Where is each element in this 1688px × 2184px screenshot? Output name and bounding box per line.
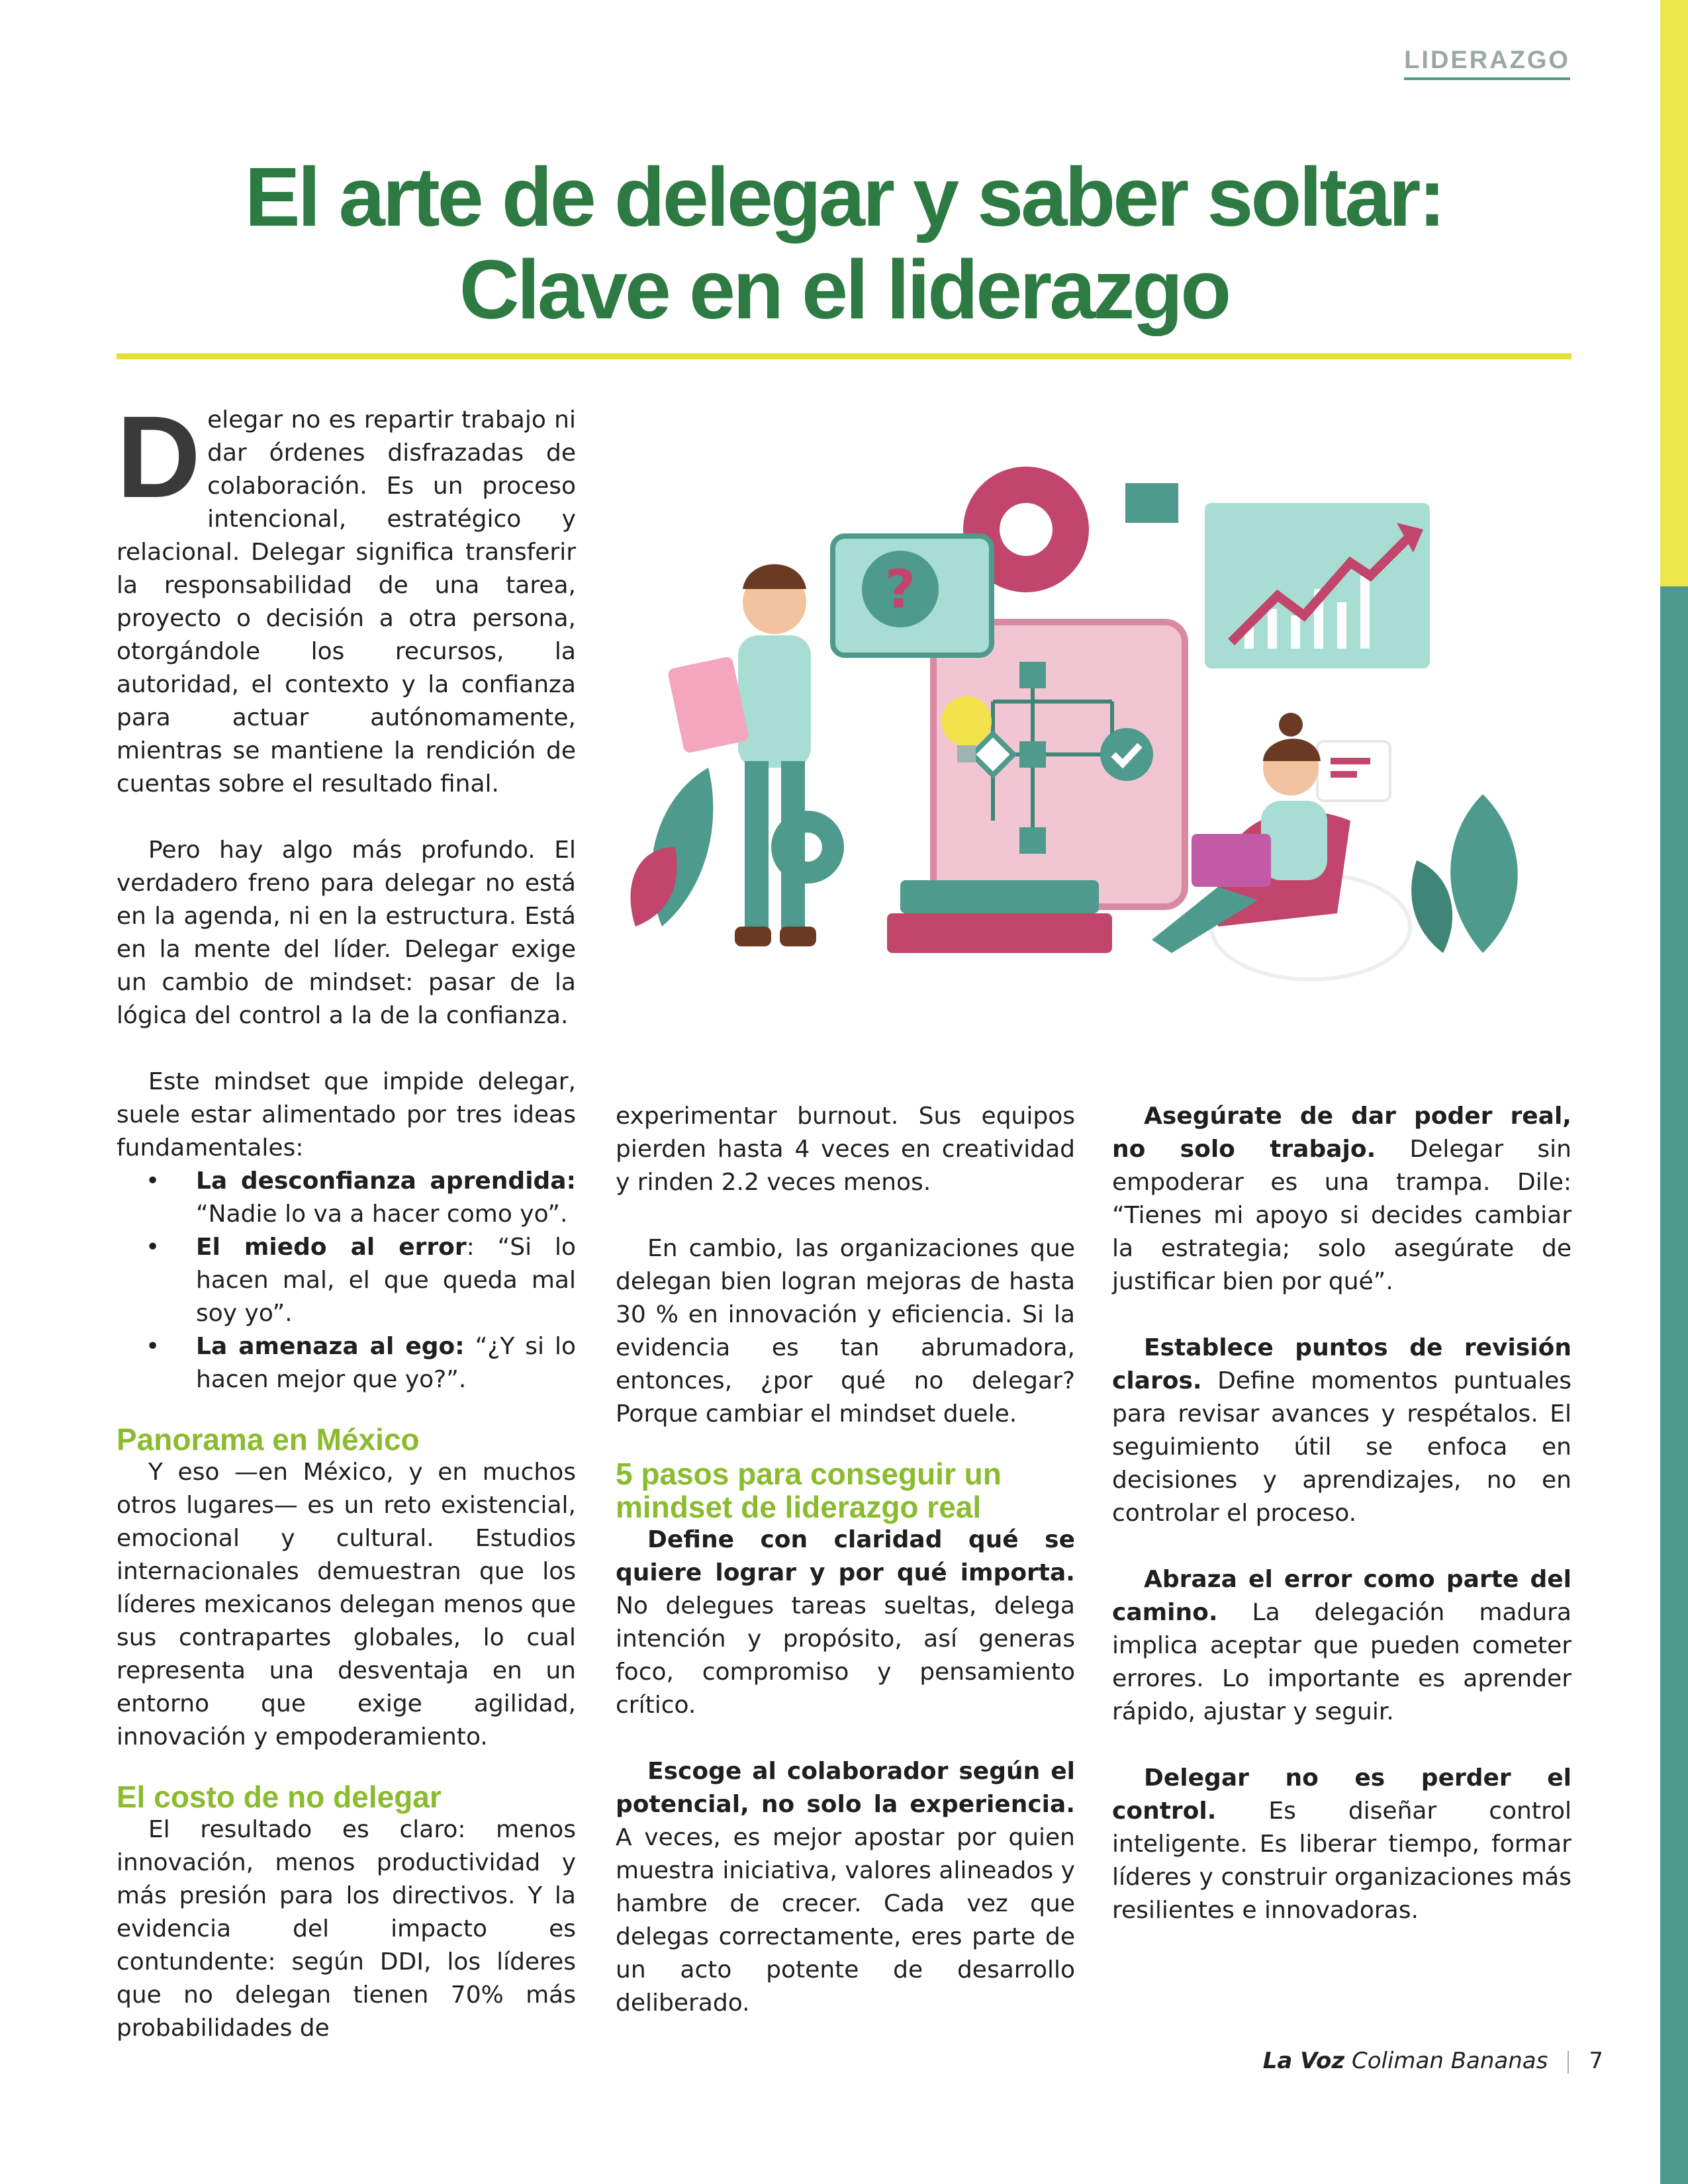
footer-brand: La Voz xyxy=(1262,2048,1345,2074)
step-4: Establece puntos de revisión claros. Define momentos puntuales para revisar avances y respétalos. El seguimiento útil se enfoca en decisiones y aprendizajes, no en controlar el proceso. xyxy=(1112,1334,1571,1527)
title-line-1: El arte de delegar y saber soltar: xyxy=(244,150,1444,244)
step-1: Define con claridad qué se quiere lograr y por qué importa. No delegues tareas sueltas, delega intención y propósito, así generas foco, compromiso y pensamiento crítico. xyxy=(616,1526,1075,1719)
step-5: Abraza el error como parte del camino. La delegación madura implica aceptar que pueden cometer errores. Lo importante es aprender rápido, ajustar y seguir. xyxy=(1112,1566,1571,1725)
yellow-side-bar xyxy=(1660,0,1688,586)
title-rule xyxy=(117,353,1571,359)
title-line-2: Clave en el liderazgo xyxy=(459,243,1229,336)
costo-paragraph-2: En cambio, las organizaciones que delegan bien logran mejoras de hasta 30 % en innovación y eficiencia. Si la evidencia es tan abrumadora, entonces, ¿por qué no delegar? Porque cambiar el mindset duele. xyxy=(616,1235,1075,1428)
teal-side-bar xyxy=(1660,586,1688,2184)
article-title xyxy=(117,151,1571,336)
page-footer xyxy=(1263,2048,1603,2074)
heading-costo: El costo de no delegar xyxy=(117,1780,442,1814)
intro-paragraph-3: Este mindset que impide delegar, suele estar alimentado por tres ideas fundamentales: xyxy=(117,1068,576,1161)
list-item: • El miedo al error: “Si lo hacen mal, el que queda mal soy yo”. xyxy=(146,1234,576,1327)
closing-paragraph: Delegar no es perder el control. Es diseñar control inteligente. Es liberar tiempo, formar líderes y construir organizaciones más resilientes e innovadoras. xyxy=(1112,1764,1571,1924)
panorama-paragraph: Y eso —en México, y en muchos otros lugares— es un reto existencial, emocional y cultural. Estudios internacionales demuestran que los líderes mexicanos delegan menos que sus contrapartes globales, lo cual representa una desventaja en un entorno que exige agilidad, innovación y empoderamiento. xyxy=(117,1459,576,1751)
costo-paragraph-cont: experimentar burnout. Sus equipos pierden hasta 4 veces en creatividad y rinden 2.2 veces menos. xyxy=(616,1103,1075,1196)
column-2 xyxy=(616,1100,1075,2020)
heading-panorama: Panorama en México xyxy=(117,1422,420,1457)
intro-paragraph-2: Pero hay algo más profundo. El verdadero freno para delegar no está en la agenda, ni en la estructura. Está en la mente del líder. Delegar exige un cambio de mindset: pasar de la lógica del control a la de la confianza. xyxy=(117,837,576,1029)
list-item: • La desconfianza aprendida: “Nadie lo va a hacer como yo”. xyxy=(146,1167,576,1228)
intro-paragraph-1: Delegar no es repartir trabajo ni dar órdenes disfrazadas de colaboración. Es un proceso intencional, estratégico y relacional. Delegar significa transferir la responsabilidad de una tarea, proyecto o decisión a otra persona, otorgándole los recursos, la autoridad, el contexto y la confianza para actuar autónomamente, mientras se mantiene la rendición de cuentas sobre el resultado final. xyxy=(117,392,576,797)
ideas-list xyxy=(117,1165,576,1396)
costo-paragraph: El resultado es claro: menos innovación, menos productividad y más presión para los directivos. Y la evidencia del impacto es contundente: según DDI, los líderes que no delegan tienen 70% más probabilidades de xyxy=(117,1816,576,2042)
list-item: • La amenaza al ego: “¿Y si lo hacen mejor que yo?”. xyxy=(146,1333,576,1393)
heading-pasos: 5 pasos para conseguir un mindset de liderazgo real xyxy=(616,1457,1002,1524)
column-3 xyxy=(1112,1100,1571,1927)
section-label: LIDERAZGO xyxy=(1404,46,1570,80)
drop-cap: D xyxy=(117,392,201,522)
column-1 xyxy=(117,392,576,2045)
page-number: 7 xyxy=(1589,2048,1603,2074)
delegation-illustration xyxy=(622,424,1549,1019)
step-3: Asegúrate de dar poder real, no solo trabajo. Delegar sin empoderar es una trampa. Dile: “Tienes mi apoyo si decides cambiar la estrategia; solo asegúrate de justificar bien por qué”. xyxy=(1112,1103,1571,1295)
step-2: Escoge al colaborador según el potencial, no solo la experiencia. A veces, es mejor apostar por quien muestra iniciativa, valores alineados y hambre de crecer. Cada vez que delegas correctamente, eres parte de un acto potente de desarrollo deliberado. xyxy=(616,1758,1075,2017)
footer-divider xyxy=(1568,2051,1569,2073)
svg-text:?: ? xyxy=(884,559,916,620)
footer-publication: Coliman Bananas xyxy=(1344,2048,1548,2074)
